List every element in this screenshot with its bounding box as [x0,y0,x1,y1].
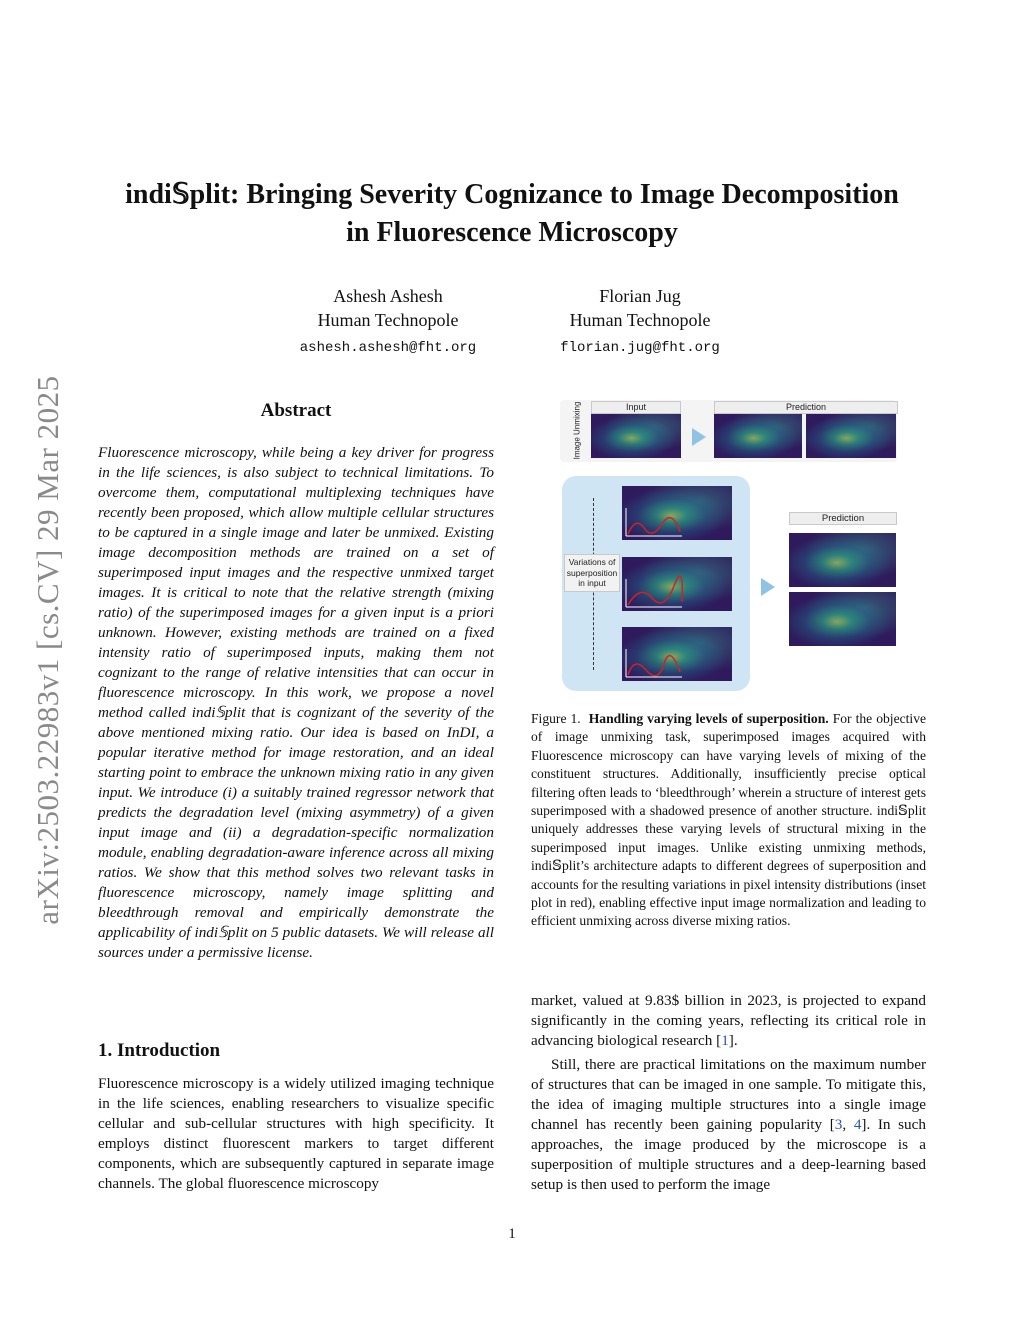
prediction-tag: Prediction [714,401,898,414]
section-heading-introduction: 1. Introduction [98,1040,221,1061]
paper-title [90,176,934,252]
paragraph-text: , [842,1116,854,1133]
citation-link[interactable]: 3 [834,1116,843,1133]
paragraph-text: Still, there are practical limitations on the maximum number of structures that can be imaged in one sample. To mitigate this, the idea of imaging multiple structures into a single image channel has recently been gaining popularity [ [531,1056,926,1133]
row-label: Image Unmixing [572,401,582,460]
input-image [591,414,681,458]
caption-label: Figure 1. [531,711,581,726]
title-line-1: indi𝕊plit: Bringing Severity Cognizance to Image Decomposition [125,179,899,210]
prediction-image-2 [806,414,896,458]
variations-label: Variations of superposition in input [564,554,620,592]
citation-link[interactable]: 4 [853,1116,862,1133]
column2-paragraph-1 [531,991,926,1051]
caption-text: For the objective of image unmixing task, superimposed images acquired with Fluorescence microscopy can have varying levels of mixing of the constituent structures. Additionally, insufficiently precise optical filtering often leads to ‘bleedthrough’ wherein a structure of interest gets superimposed with a shadowed presence of another structure. indi𝕊plit uniquely addresses these varying levels of structural mixing in the superimposed input images. Unlike existing unmixing methods, indi𝕊plit’s architecture adapts to different degrees of superposition and accounts for the resulting variations in pixel intensity distributions (inset plot in red), enabling effective input image normalization and leading to efficient unmixing across diverse mixing ratios. [531,711,927,929]
author-email: florian.jug@fht.org [560,340,720,356]
input-tag: Input [591,401,681,414]
arrow-icon [692,428,706,446]
arxiv-identifier: arXiv:2503.22983v1 [cs.CV] 29 Mar 2025 [30,375,65,925]
author-name: Ashesh Ashesh [333,286,443,306]
prediction-image-1 [714,414,802,458]
paragraph-text: ]. In such approaches, the image produced by the microscope is a superposition of multiple structures and a deep-learning based setup is then used to perform the image [531,1116,926,1193]
figure-caption [531,710,926,931]
author-affiliation: Human Technopole [569,310,711,330]
paragraph-text: market, valued at 9.83$ billion in 2023, is projected to expand significantly in the coming years, reflecting its critical role in advancing biological research [ [531,992,926,1049]
author-1 [288,284,488,360]
arrow-icon [761,578,775,596]
abstract-heading: Abstract [260,400,332,421]
author-affiliation: Human Technopole [317,310,459,330]
citation-link[interactable]: 1 [721,1032,729,1049]
intensity-inset-plots [622,486,732,681]
column2-paragraph-2 [531,1055,926,1195]
paragraph-text: ]. [728,1032,738,1049]
prediction-output-1 [789,533,896,587]
page-number: 1 [508,1226,516,1242]
author-2 [540,284,740,360]
title-line-2: in Fluorescence Microscopy [346,217,678,248]
author-email: ashesh.ashesh@fht.org [299,340,477,356]
abstract-text: Fluorescence microscopy, while being a key driver for progress in the life sciences, is also subject to technical limitations. To overcome them, computational multiplexing techniques have recently been proposed, which allow multiple cellular structures to be captured in a single image and later be unmixed. Existing image decomposition methods are trained on a set of superimposed input images and the respective unmixed target images. It is critical to note that the relative strength (mixing ratio) of the superimposed images for a given input is a priori unknown. However, existing methods are trained on a fixed intensity ratio of superimposed inputs, making them not cognizant to the range of relative intensities that can occur in fluorescence microscopy. In this work, we propose a novel method called indi𝕊plit that is cognizant of the severity of the above mentioned mixing ratio. Our idea is based on InDI, a popular iterative method for image restoration, and an ideal starting point to embrace the unknown mixing ratio in any given input. We introduce (i) a suitably trained regressor network that predicts the degradation level (mixing asymmetry) of a given input image and (ii) a degradation-specific normalization module, enabling degradation-aware inference across all mixing ratios. We show that this method solves two relevant tasks in fluorescence microscopy, namely image splitting and bleedthrough removal and empirically demonstrate the applicability of indi𝕊plit on 5 public datasets. We will release all sources under a permissive license. [98,444,494,961]
caption-bold: Handling varying levels of superposition. [588,711,829,726]
intro-paragraph: Fluorescence microscopy is a widely utilized imaging technique in the life sciences, enabling researchers to visualize specific cellular and sub-cellular structures with high specificity. It employs distinct fluorescent markers to target different components, which are subsequently captured in separate image channels. The global fluorescence microscopy [98,1075,494,1192]
prediction-output-2 [789,592,896,646]
figure-1 [560,400,900,695]
author-name: Florian Jug [599,286,681,306]
prediction-tag-2: Prediction [789,512,897,525]
